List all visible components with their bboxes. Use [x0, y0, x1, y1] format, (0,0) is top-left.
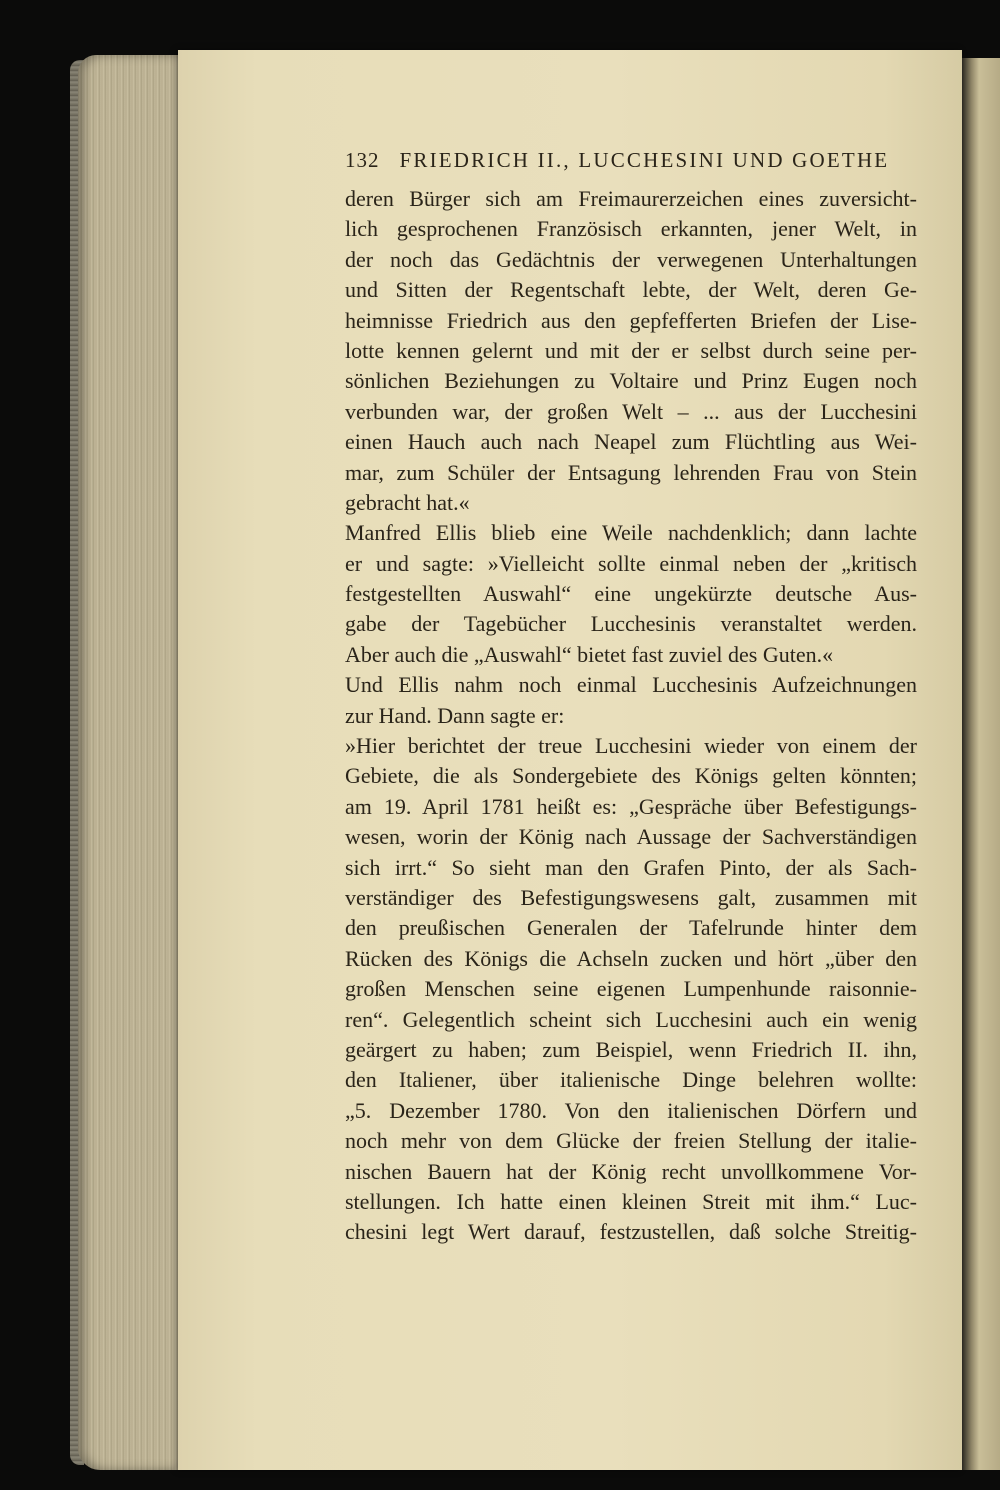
text-line: sönlichen Beziehungen zu Voltaire und Prinz Eugen noch	[345, 368, 917, 394]
text-line: lich gesprochenen Französisch erkannten, jener Welt, in	[345, 216, 917, 242]
text-line: am 19. April 1781 heißt es: „Gespräche über Befestigungs-	[345, 793, 917, 819]
text-line: Rücken des Königs die Achseln zucken und hört „über den	[345, 945, 917, 971]
text-line: Gebiete, die als Sondergebiete des Königs gelten könnten;	[345, 763, 917, 789]
running-header	[345, 148, 917, 184]
text-line: wesen, worin der König nach Aussage der Sachverständigen	[345, 824, 917, 850]
text-line: stellungen. Ich hatte einen kleinen Streit mit ihm.“ Luc-	[345, 1188, 917, 1214]
body-text	[345, 184, 917, 1248]
text-line: „5. Dezember 1780. Von den italienischen Dörfern und	[345, 1097, 917, 1123]
running-title: FRIEDRICH II., LUCCHESINI UND GOETHE	[399, 148, 890, 172]
text-line: chesini legt Wert darauf, festzustellen, daß solche Streitig-	[345, 1219, 917, 1245]
text-line: er und sagte: »Vielleicht sollte einmal neben der „kritisch	[345, 550, 917, 576]
text-line: verbunden war, der großen Welt – ... aus der Lucchesini	[345, 398, 917, 424]
text-line: lotte kennen gelernt und mit der er selbst durch seine per-	[345, 337, 917, 363]
text-line: festgestellten Auswahl“ eine ungekürzte deutsche Aus-	[345, 581, 917, 607]
page-edges	[78, 55, 180, 1470]
text-line: gebracht hat.«	[345, 489, 470, 515]
text-line: »Hier berichtet der treue Lucchesini wieder von einem der	[345, 733, 917, 759]
text-line: mar, zum Schüler der Entsagung lehrenden Frau von Stein	[345, 459, 917, 485]
text-line: gabe der Tagebücher Lucchesinis veranstaltet werden.	[345, 611, 917, 637]
text-line: Manfred Ellis blieb eine Weile nachdenklich; dann lachte	[345, 520, 917, 546]
text-line: großen Menschen seine eigenen Lumpenhunde raisonnie-	[345, 976, 917, 1002]
text-line: zur Hand. Dann sagte er:	[345, 702, 565, 728]
text-line: und Sitten der Regentschaft lebte, der Welt, deren Ge-	[345, 277, 917, 303]
text-line: Aber auch die „Auswahl“ bietet fast zuviel des Guten.«	[345, 641, 834, 667]
text-line: sich irrt.“ So sieht man den Grafen Pinto, der als Sach-	[345, 854, 917, 880]
facing-page-edge	[962, 58, 1000, 1470]
text-line: heimnisse Friedrich aus den gepfefferten Briefen der Lise-	[345, 307, 917, 333]
text-line: noch mehr von dem Glücke der freien Stellung der italie-	[345, 1128, 917, 1154]
text-line: einen Hauch auch nach Neapel zum Flüchtling aus Wei-	[345, 429, 917, 455]
text-line: verständiger des Befestigungswesens galt, zusammen mit	[345, 884, 917, 910]
text-line: den Italiener, über italienische Dinge belehren wollte:	[345, 1067, 917, 1093]
page-number: 132	[345, 148, 380, 172]
text-line: nischen Bauern hat der König recht unvollkommene Vor-	[345, 1158, 917, 1184]
page-text	[345, 148, 917, 1248]
text-line: Und Ellis nahm noch einmal Lucchesinis Aufzeichnungen	[345, 672, 917, 698]
text-line: den preußischen Generalen der Tafelrunde hinter dem	[345, 915, 917, 941]
text-line: der noch das Gedächtnis der verwegenen Unterhaltungen	[345, 246, 917, 272]
text-line: ren“. Gelegentlich scheint sich Lucchesini auch ein wenig	[345, 1006, 917, 1032]
text-line: deren Bürger sich am Freimaurerzeichen eines zuversicht-	[345, 186, 917, 211]
text-line: geärgert zu haben; zum Beispiel, wenn Friedrich II. ihn,	[345, 1036, 917, 1062]
